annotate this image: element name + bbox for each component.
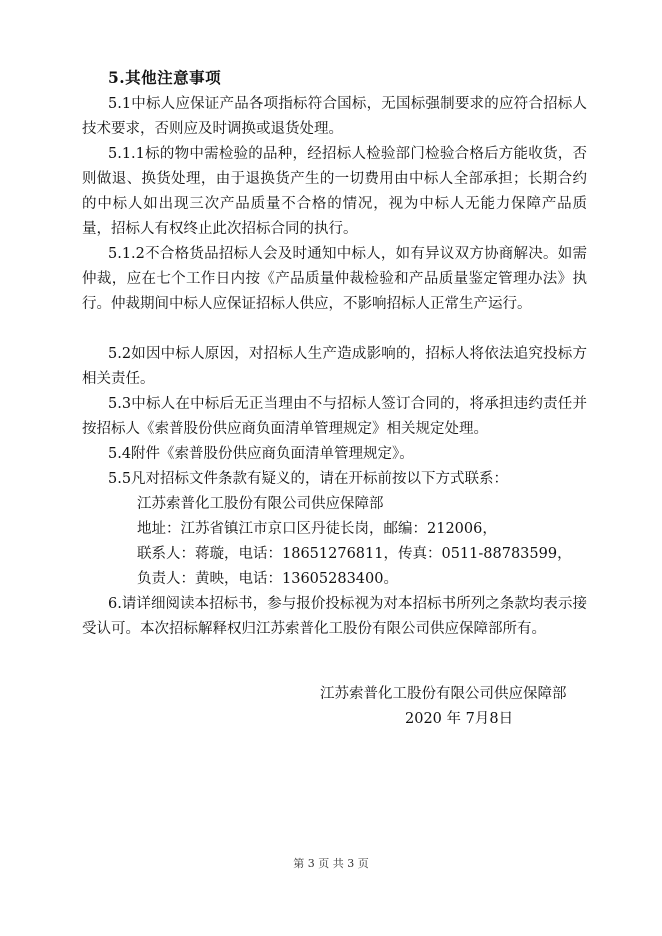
contact-person: 联系人：蒋璇，电话：18651276811，传真：0511-88783599，: [137, 546, 572, 562]
paragraph-5-1-2: 5.1.2不合格货品招标人会及时通知中标人，如有异议双方协商解决。如需仲裁，应在七个工作日内按《产品质量仲裁检验和产品质量鉴定管理办法》执行。仲裁期间中标人应保证招标人供应，不影响招标人正常生产运行。: [82, 246, 587, 312]
paragraph-5-4: 5.4附件《索普股份供应商负面清单管理规定》。: [108, 446, 414, 462]
signature-date: 2020 年 7月8日: [405, 711, 514, 727]
page-number: 第 3 页 共 3 页: [293, 857, 369, 870]
paragraph-5-1: 5.1中标人应保证产品各项指标符合国标，无国标强制要求的应符合招标人技术要求，否则应及时调换或退货处理。: [82, 96, 587, 137]
paragraph-5-3: 5.3中标人在中标后无正当理由不与招标人签订合同的，将承担违约责任并按招标人《索普股份供应商负面清单管理规定》相关规定处理。: [82, 396, 587, 437]
paragraph-5-5: 5.5凡对招标文件条款有疑义的，请在开标前按以下方式联系：: [108, 471, 509, 487]
paragraph-6: 6.请详细阅读本招标书，参与报价投标视为对本招标书所列之条款均表示接受认可。本次招标解释权归江苏索普化工股份有限公司供应保障部所有。: [82, 596, 587, 637]
contact-address: 地址：江苏省镇江市京口区丹徒长岗，邮编：212006，: [137, 521, 497, 537]
contact-company: 江苏索普化工股份有限公司供应保障部: [137, 496, 384, 512]
paragraph-5-1-1: 5.1.1标的物中需检验的品种，经招标人检验部门检验合格后方能收货，否则做退、换货处理，由于退换货产生的一切费用由中标人全部承担；长期合约的中标人如出现三次产品质量不合格的情况，视为中标人无能力保障产品质量，招标人有权终止此次招标合同的执行。: [82, 146, 587, 237]
signature-company: 江苏索普化工股份有限公司供应保障部: [320, 686, 567, 702]
section-heading: 5.其他注意事项: [108, 68, 222, 87]
paragraph-5-2: 5.2如因中标人原因，对招标人生产造成影响的，招标人将依法追究投标方相关责任。: [82, 346, 587, 387]
contact-responsible: 负责人：黄映，电话：13605283400。: [137, 571, 398, 587]
